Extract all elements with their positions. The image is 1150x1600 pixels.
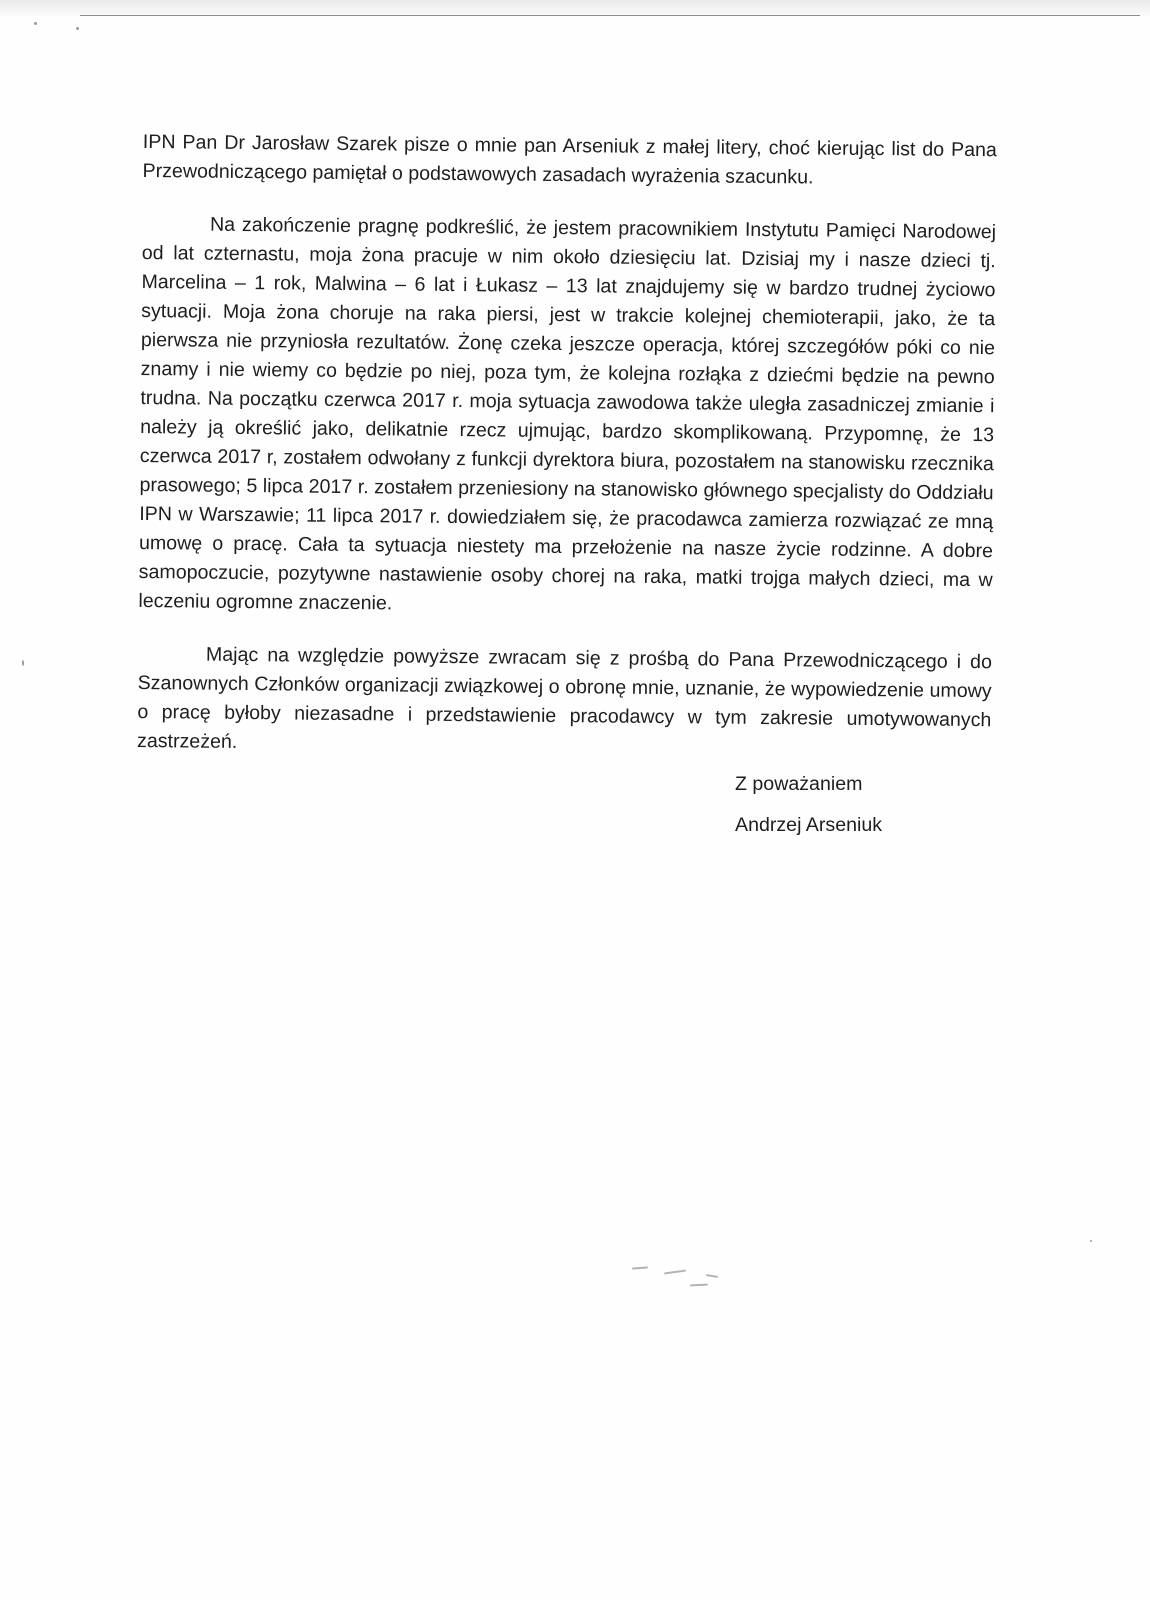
scan-smudge (664, 1269, 686, 1274)
signature-name: Andrzej Arseniuk (735, 814, 883, 836)
closing-salutation: Z poważaniem (735, 773, 863, 795)
scan-speck (1090, 1240, 1092, 1242)
paragraph-continuation: IPN Pan Dr Jarosław Szarek pisze o mnie pan Arseniuk z małej litery, choć kierując list do Pana Przewodniczącego pamiętał o podstawowych zasadach wyrażenia szacunku. (142, 130, 997, 189)
paragraph-request: Mając na względzie powyższe zwracam się z prośbą do Pana Przewodniczącego i do Szanownych Członków organizacji związkowej o obronę mnie, uznanie, że wypowiedzenie umowy o pracę byłoby niezasadne i przedstawienie pracodawcy w tym zakresie umotywowanych zastrzeżeń. (137, 643, 993, 753)
scan-smudge (706, 1274, 718, 1278)
paragraph-conclusion: Na zakończenie pragnę podkreślić, że jestem pracownikiem Instytutu Pamięci Narodowej od lat czternastu, moja żona pracuje w nim około dziesięciu lat. Dzisiaj my i nasze dzieci tj. Marcelina – 1 rok, Malwina – 6 lat i Łukasz – 13 lat znajdujemy się w bardzo trudnej życiowo sytuacji. Moja żona choruje na raka piersi, jest w trakcie kolejnej chemioterapii, jako, że ta pierwsza nie przyniosła rezultatów. Żonę czeka jeszcze operacja, której szczegółów póki co nie znamy i nie wiemy co będzie po niej, poza tym, że kolejna rozłąka z dziećmi będzie na pewno trudna. Na początku czerwca 2017 r. moja sytuacja zawodowa także uległa zasadniczej zmianie i należy ją określić jako, delikatnie rzecz ujmując, bardzo skomplikowaną. Przypomnę, że 13 czerwca 2017 r, zostałem odwołany z funkcji dyrektora biura, pozostałem na stanowisku rzecznika prasowego; 5 lipca 2017 r. zostałem przeniesiony na stanowisko głównego specjalisty do Oddziału IPN w Warszawie; 11 lipca 2017 r. dowiedziałem się, że pracodawca zamierza rozwiązać ze mną umowę o pracę. Cała ta sytuacja niestety ma przełożenie na nasze życie rodzinne. A dobre samopoczucie, pozytywne nastawienie osoby chorej na raka, matki trojga małych dzieci, ma w leczeniu ogromne znaczenie. (138, 213, 997, 615)
scan-top-edge (0, 0, 1150, 16)
scan-speck (34, 22, 37, 25)
scan-smudge (690, 1284, 708, 1287)
scan-smudge (632, 1266, 648, 1269)
scan-speck (76, 27, 79, 30)
scan-border-line (80, 15, 1140, 16)
scan-speck (22, 660, 24, 666)
letter-body (137, 128, 997, 788)
letter-closing (735, 770, 882, 852)
